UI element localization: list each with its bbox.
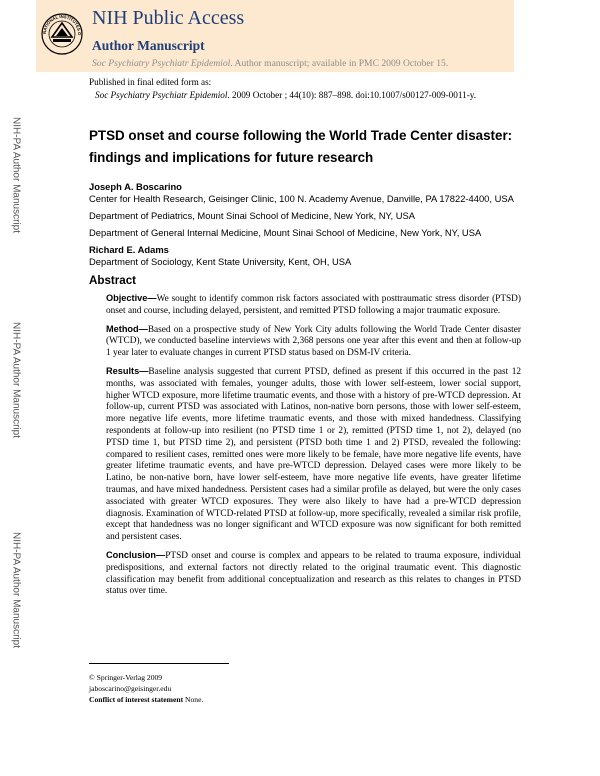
author-affiliation: Department of General Internal Medicine, Mount Sinai School of Medicine, New York, NY, USA: [89, 227, 482, 238]
side-label-2: NIH-PA Author Manuscript: [10, 322, 22, 438]
author-affiliation: Department of Pediatrics, Mount Sinai School of Medicine, New York, NY, USA: [89, 210, 416, 221]
nih-public-access-title: NIH Public Access: [92, 7, 245, 29]
footnote-divider: [89, 663, 229, 664]
abstract-heading: Abstract: [89, 274, 137, 287]
coi-label: Conflict of interest statement: [89, 695, 184, 704]
footnotes: [89, 672, 203, 705]
header-citation: [92, 58, 448, 69]
header-availability: . Author manuscript; available in PMC 2009 October 15.: [230, 58, 449, 69]
author-email: jaboscarino@geisinger.edu: [89, 684, 172, 693]
author-name: Richard E. Adams: [89, 244, 169, 255]
abstract-results: [106, 366, 521, 544]
published-info: [89, 76, 476, 102]
abstract-method: [106, 324, 521, 360]
abstract-objective: [106, 293, 521, 318]
article-title: PTSD onset and course following the World Trade Center disaster: findings and implications for future research: [89, 128, 513, 165]
published-line: Published in final edited form as:: [89, 77, 212, 87]
section-label: Objective—: [106, 293, 157, 303]
seal-text: NATIONAL INSTITUTES O: [41, 13, 83, 36]
published-details: . 2009 October ; 44(10): 887–898. doi:10.1007/s00127-009-0011-y.: [227, 90, 477, 100]
published-citation: [89, 89, 476, 102]
section-label: Method—: [106, 323, 148, 334]
published-journal: Soc Psychiatry Psychiatr Epidemiol: [95, 90, 228, 100]
side-label-1: NIH-PA Author Manuscript: [10, 117, 22, 233]
section-text: PTSD onset and course is complex and appears to be related to trauma exposure, individual predispositions, and external factors not directly related to the original traumatic event. This diagnostic classification may benefit from additional conceptualization and research as this relates to changes in PTSD status over time.: [106, 550, 521, 597]
section-text: Baseline analysis suggested that current PTSD, defined as present if this occurred in the past 12 months, was associated with females, younger adults, those with lower self-esteem, lower social support, higher WTCD exposure, more lifetime traumatic events, and those with a history of pre-WTCD depression. At follow-up, current PTSD was associated with Latinos, non-native born persons, those with lower self-esteem, more negative life events, more lifetime traumatic events, and those with mixed handedness. Classifying respondents at follow-up into resilient (no PTSD time 1 or 2), remitted (PTSD time 1, not 2), delayed (no PTSD time 1, but PTSD time 2), and persistent (PTSD both time 1 and 2) PTSD, revealed the following: compared to resilient cases, remitted ones were more likely to be female, have more negative life events, have greater lifetime traumatic events, and have pre-WTCD depression. Delayed cases were more likely to be Latino, be non-native born, have lower self-esteem, have more negative life events, have greater lifetime traumas, and have mixed handedness. Persistent cases had a similar profile as delayed, but were the only cases associated with greater WTCD exposures. They were also likely to have had a pre-WTCD depression diagnosis. Examination of WTCD-related PTSD at follow-up, more specifically, revealed a similar risk profile, except that handedness was no longer significant and WTCD exposure was now significant for both remitted and persistent cases.: [106, 366, 521, 543]
author-affiliation: Center for Health Research, Geisinger Clinic, 100 N. Academy Avenue, Danville, PA 17822-4400, USA: [89, 193, 514, 204]
abstract-conclusion: [106, 550, 521, 598]
copyright-note: © Springer-Verlag 2009: [89, 673, 163, 682]
header-journal: Soc Psychiatry Psychiatr Epidemiol: [92, 58, 231, 69]
section-label: Conclusion—: [106, 549, 166, 560]
section-label: Results—: [106, 365, 149, 376]
article-content: [89, 125, 521, 604]
coi-value: None.: [183, 695, 204, 704]
nih-seal-logo: [40, 4, 84, 68]
side-label-3: NIH-PA Author Manuscript: [10, 532, 22, 648]
author-manuscript-label: Author Manuscript: [92, 38, 205, 53]
author-name: Joseph A. Boscarino: [89, 181, 182, 192]
section-text: We sought to identify common risk factors associated with posttraumatic stress disorder (PTSD) onset and course, including delayed, persistent, and remitted PTSD following a major traumatic exposure.: [106, 294, 521, 316]
conflict-of-interest: [89, 694, 203, 705]
author-affiliation: Department of Sociology, Kent State University, Kent, OH, USA: [89, 256, 352, 267]
section-text: Based on a prospective study of New York City adults following the World Trade Center disaster (WTCD), we conducted baseline interviews with 2,368 persons one year after this event and then at follow-up 1 year later to evaluate changes in current PTSD status based on DSM-IV criteria.: [106, 324, 521, 359]
